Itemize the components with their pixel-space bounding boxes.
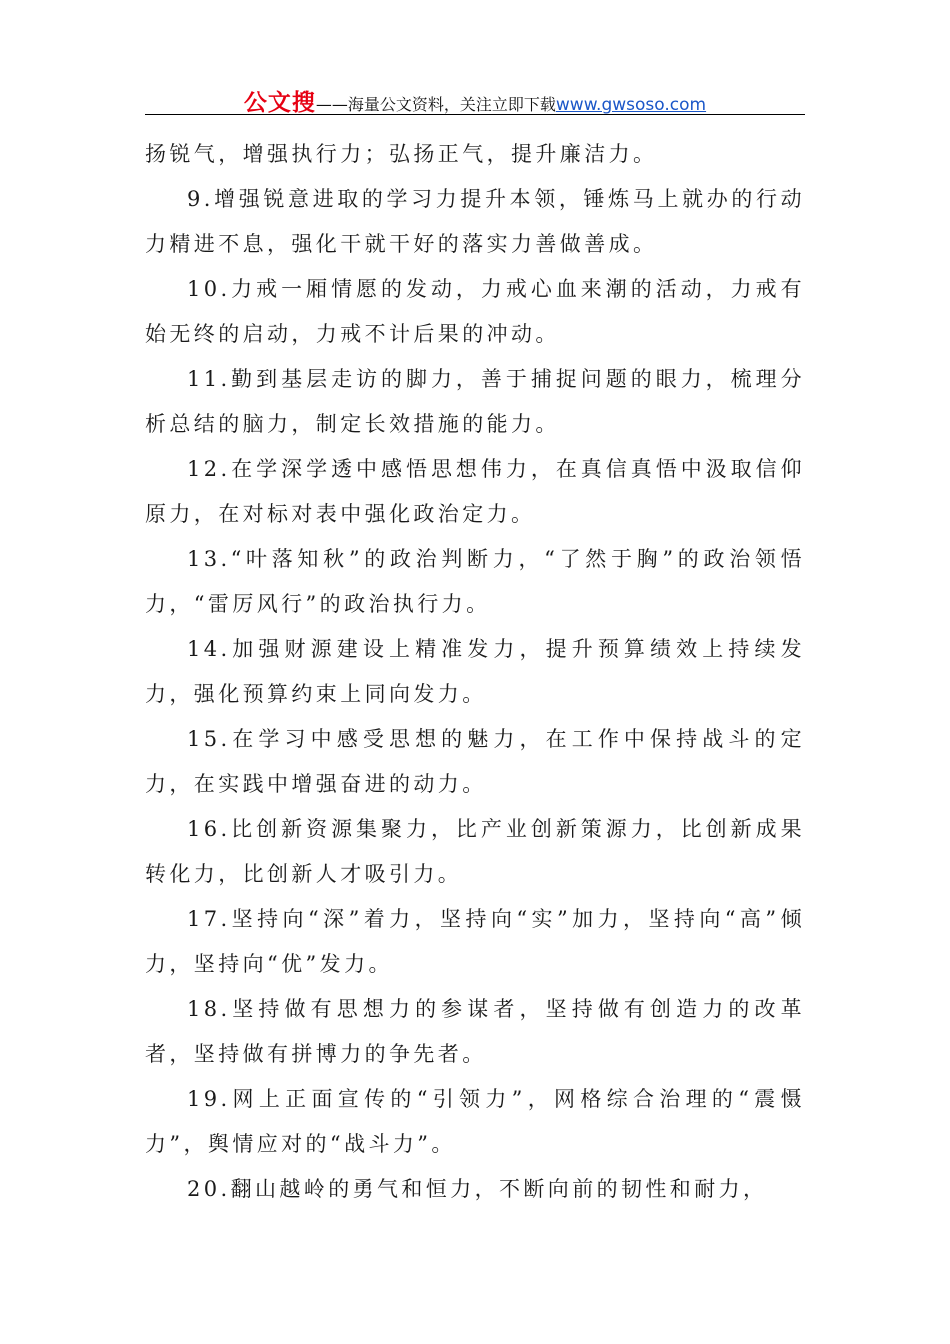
paragraph-continued: 扬锐气，增强执行力；弘扬正气，提升廉洁力。 [145,142,658,166]
header-divider [145,114,805,115]
paragraph-item-9: 9.增强锐意进取的学习力提升本领，锤炼马上就办的行动力精进不息，强化干就干好的落实力善做善成。 [145,187,805,256]
paragraph-item-19: 19.网上正面宣传的“引领力”，网格综合治理的“震慑力”，舆情应对的“战斗力”。 [145,1087,805,1156]
document-header [145,84,805,114]
brand-logo-text: 公文搜 [243,90,316,116]
paragraph-item-16: 16.比创新资源集聚力，比产业创新策源力，比创新成果转化力，比创新人才吸引力。 [145,817,805,886]
paragraph-item-15: 15.在学习中感受思想的魅力，在工作中保持战斗的定力，在实践中增强奋进的动力。 [145,727,805,796]
site-link[interactable]: www.gwsoso.com [555,95,707,115]
paragraph-item-11: 11.勤到基层走访的脚力，善于捕捉问题的眼力，梳理分析总结的脑力，制定长效措施的能力。 [145,367,805,436]
paragraph-item-18: 18.坚持做有思想力的参谋者，坚持做有创造力的改革者，坚持做有拼博力的争先者。 [145,997,805,1066]
paragraph-item-12: 12.在学深学透中感悟思想伟力，在真信真悟中汲取信仰原力，在对标对表中强化政治定力。 [145,457,805,526]
paragraph-item-20: 20.翻山越岭的勇气和恒力，不断向前的韧性和耐力， [187,1177,768,1201]
paragraph-item-14: 14.加强财源建设上精准发力，提升预算绩效上持续发力，强化预算约束上同向发力。 [145,637,805,706]
paragraph-item-10: 10.力戒一厢情愿的发动，力戒心血来潮的活动，力戒有始无终的启动，力戒不计后果的冲动。 [145,277,805,346]
paragraph-item-13: 13.“叶落知秋”的政治判断力，“了然于胸”的政治领悟力，“雷厉风行”的政治执行力。 [145,547,805,616]
header-tagline: ——海量公文资料，关注立即下载 [315,95,556,114]
document-body [145,132,805,1212]
paragraph-item-17: 17.坚持向“深”着力，坚持向“实”加力，坚持向“高”倾力，坚持向“优”发力。 [145,907,805,976]
